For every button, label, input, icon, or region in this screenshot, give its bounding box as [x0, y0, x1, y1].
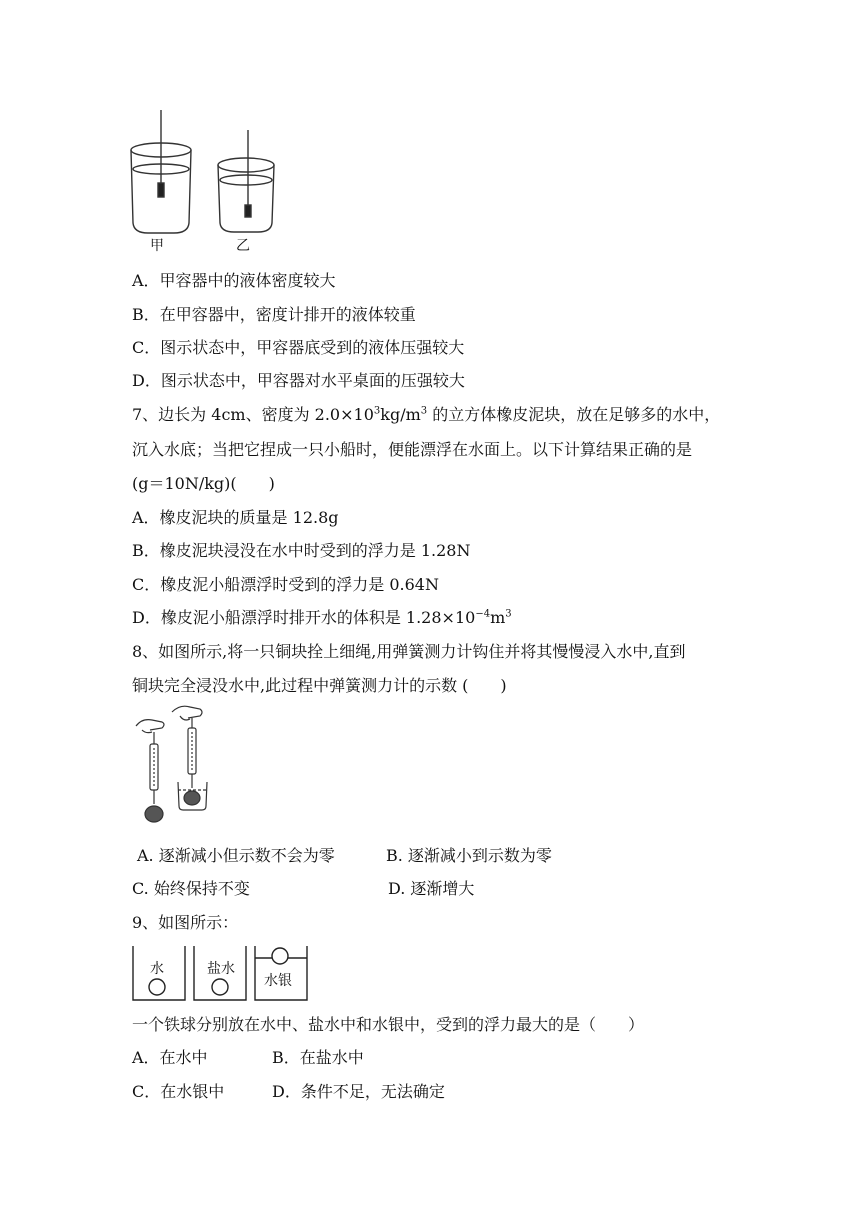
- q8-option-b: B. 逐渐减小到示数为零: [386, 846, 552, 865]
- q6-option-a: A．甲容器中的液体密度较大: [132, 271, 336, 290]
- q9-option-b: B．在盐水中: [272, 1048, 364, 1067]
- beaker-yi: [218, 130, 274, 232]
- q7-option-d-sup1: −4: [475, 608, 491, 620]
- q8-stem-line1: 8、如图所示,将一只铜块拴上细绳,用弹簧测力计钩住并将其慢慢浸入水中,直到: [132, 642, 686, 661]
- q7-option-b: B．橡皮泥块浸没在水中时受到的浮力是 1.28N: [132, 541, 471, 560]
- q7-stem-sup1: 3: [373, 405, 381, 417]
- q6-option-d: D．图示状态中，甲容器对水平桌面的压强较大: [132, 371, 465, 390]
- q7-option-c: C．橡皮泥小船漂浮时受到的浮力是 0.64N: [132, 575, 439, 594]
- q7-option-d-pre: D．橡皮泥小船漂浮时排开水的体积是 1.28×10: [132, 608, 476, 627]
- q9-option-d: D．条件不足，无法确定: [272, 1082, 445, 1101]
- q9-option-c: C．在水银中: [132, 1082, 225, 1101]
- label-yi: 乙: [236, 238, 250, 254]
- q7-stem-line1: [132, 405, 720, 425]
- q8-option-c: C. 始终保持不变: [132, 879, 250, 898]
- q7-stem-sup2: 3: [420, 405, 428, 417]
- q9-stem: 9、如图所示：: [132, 913, 239, 932]
- density-meter-figure: [128, 108, 288, 258]
- q7-option-a: A．橡皮泥块的质量是 12.8g: [132, 508, 339, 527]
- spring-scale-figure: [132, 704, 232, 830]
- q7-stem-line2: 沉入水底；当把它捏成一只小船时，便能漂浮在水面上。以下计算结果正确的是: [132, 440, 693, 459]
- q7-stem-line1-pre: 7、边长为 4cm、密度为 2.0×10: [132, 405, 374, 424]
- q9-question: 一个铁球分别放在水中、盐水中和水银中，受到的浮力最大的是（ ）: [132, 1015, 645, 1034]
- beaker-label-mercury: 水银: [264, 973, 292, 989]
- q9-option-a: A．在水中: [132, 1048, 208, 1067]
- q8-stem-line2: 铜块完全浸没水中,此过程中弹簧测力计的示数 ( ): [132, 676, 507, 695]
- beaker-label-saltwater: 盐水: [207, 961, 235, 977]
- q7-stem-line3: (g＝10N/kg)( ): [132, 474, 275, 493]
- q6-option-c: C．图示状态中，甲容器底受到的液体压强较大: [132, 338, 465, 357]
- q8-option-a: A. 逐渐减小但示数不会为零: [137, 846, 335, 865]
- q7-option-d-mid: m: [490, 608, 506, 627]
- beaker-label-water: 水: [150, 961, 164, 977]
- beaker-jia: [131, 110, 191, 233]
- q7-stem-line1-post: 的立方体橡皮泥块，放在足够多的水中，: [427, 405, 721, 424]
- q7-stem-line1-mid: kg/m: [380, 405, 421, 424]
- label-jia: 甲: [150, 238, 164, 254]
- spring-scale-drawing: [132, 704, 232, 830]
- q7-option-d: [132, 608, 512, 628]
- beakers-figure: [130, 944, 310, 1004]
- q8-option-d: D. 逐渐增大: [388, 879, 475, 898]
- q6-option-b: B．在甲容器中，密度计排开的液体较重: [132, 305, 416, 324]
- q7-option-d-sup2: 3: [505, 608, 512, 620]
